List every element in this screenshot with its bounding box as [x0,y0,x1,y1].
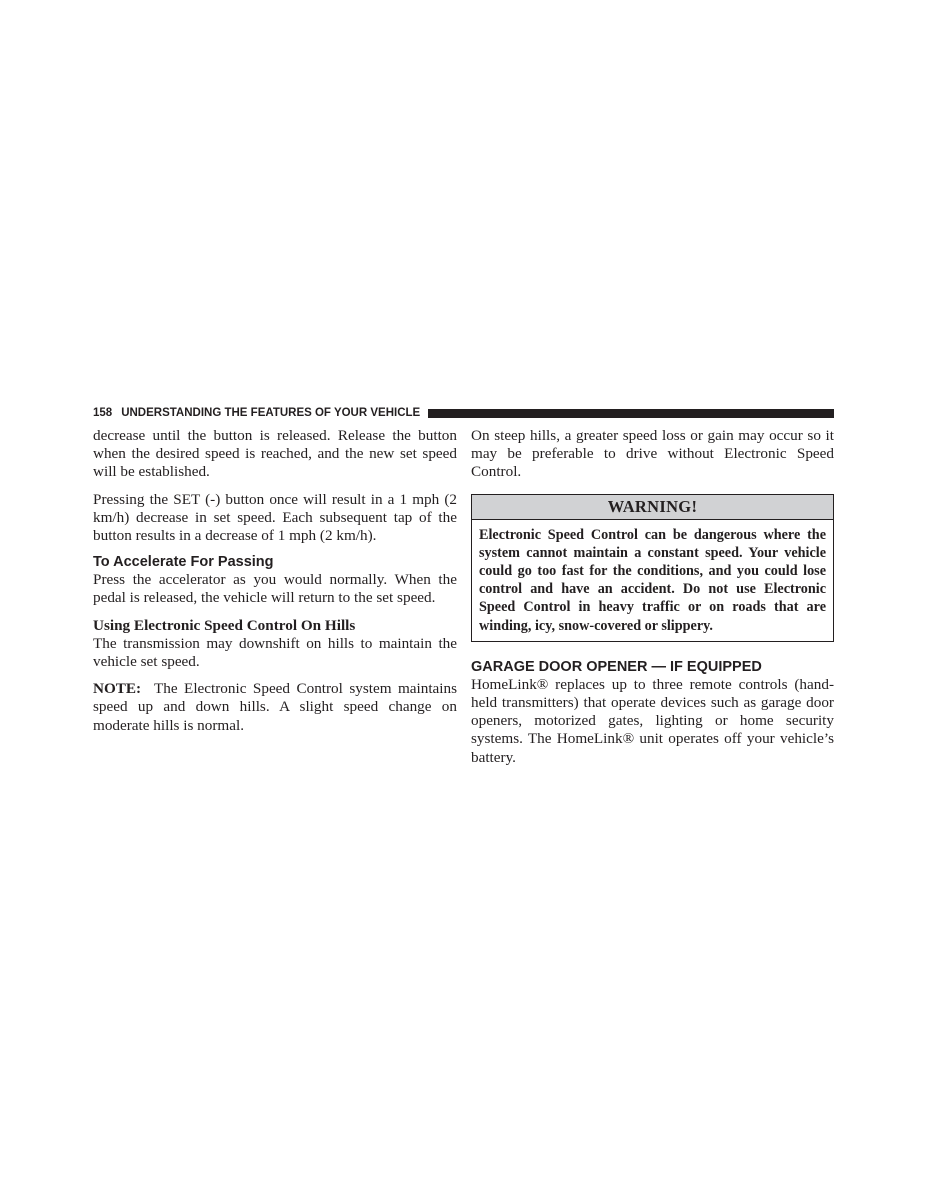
paragraph-decrease: decrease until the button is released. Release the button when the desired speed is reached, and the new set speed will be established. [93,427,457,481]
note-label: NOTE: [93,680,142,698]
left-column [93,427,457,744]
paragraph-accelerate: Press the accelerator as you would normally. When the pedal is released, the vehicle will return to the set speed. [93,571,457,607]
heading-hills: Using Electronic Speed Control On Hills [93,616,356,634]
note-text: The Electronic Speed Control system maintains speed up and down hills. A slight speed change on moderate hills is normal. [93,680,458,734]
paragraph-set-button: Pressing the SET (-) button once will result in a 1 mph (2 km/h) decrease in set speed. Each subsequent tap of the button results in a decrease of 1 mph (2 km/h). [93,490,457,545]
section-title: UNDERSTANDING THE FEATURES OF YOUR VEHICLE [121,407,421,419]
paragraph-steep-hills: On steep hills, a greater speed loss or gain may occur so it may be preferable to drive without Electronic Speed Control. [471,427,834,481]
warning-text: Electronic Speed Control can be dangerous where the system cannot maintain a constant speed. Your vehicle could go too fast for the conditions, and you could lose control and have an accident. Do not use Electronic Speed Control in heavy traffic or on roads that are winding, icy, snow-covered or slippery. [479,526,826,634]
heading-accelerate-passing: To Accelerate For Passing [93,554,274,571]
paragraph-homelink: HomeLink® replaces up to three remote controls (hand-held transmitters) that operate devices such as garage door openers, motorized gates, lighting or home security systems. The HomeLink® unit operates off your vehicle’s battery. [471,675,834,766]
warning-title: WARNING! [472,495,833,520]
warning-box [471,494,834,642]
page-header [93,405,834,421]
header-rule [428,409,834,418]
paragraph-hills: The transmission may downshift on hills to maintain the vehicle set speed. [93,634,457,671]
page-number: 158 [93,407,113,419]
heading-garage-door-opener: GARAGE DOOR OPENER — IF EQUIPPED [471,658,762,675]
note-paragraph [93,680,457,735]
right-column [471,427,834,776]
